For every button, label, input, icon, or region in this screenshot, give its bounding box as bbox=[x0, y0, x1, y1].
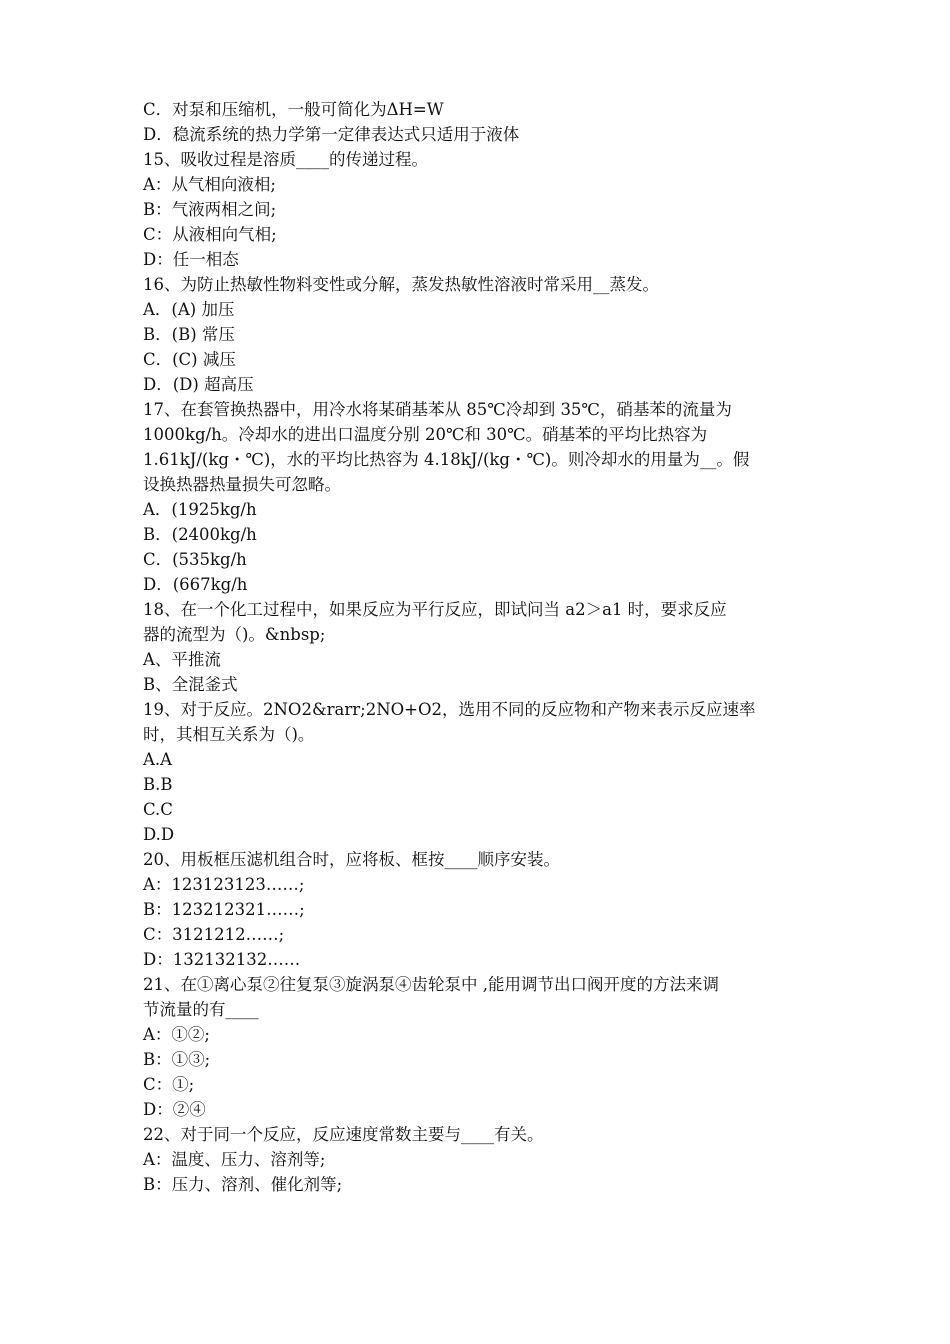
q16-option-c: C．(C) 减压 bbox=[143, 350, 236, 369]
q17-option-a: A．(1925kg/h bbox=[143, 500, 257, 519]
q18-option-b: B、全混釜式 bbox=[143, 675, 238, 694]
q22-option-b: B：压力、溶剂、催化剂等; bbox=[143, 1175, 343, 1194]
q21-option-c: C：①; bbox=[143, 1075, 195, 1094]
q17-option-c: C．(535kg/h bbox=[143, 550, 247, 569]
question-21-line-1: 21、在①离心泵②往复泵③旋涡泵④齿轮泵中 ,能用调节出口阀开度的方法来调 bbox=[143, 975, 719, 994]
document-body bbox=[143, 97, 813, 1197]
question-20: 20、用板框压滤机组合时，应将板、框按____顺序安装。 bbox=[143, 850, 560, 869]
q21-option-d: D：②④ bbox=[143, 1100, 206, 1119]
q15-option-d: D：任一相态 bbox=[143, 250, 239, 269]
q21-option-b: B：①③; bbox=[143, 1050, 211, 1069]
question-19-line-1: 19、对于反应。2NO2&rarr;2NO+O2，选用不同的反应物和产物来表示反应速率 bbox=[143, 700, 756, 719]
question-17-line-1: 17、在套管换热器中，用冷水将某硝基苯从 85℃冷却到 35℃，硝基苯的流量为 bbox=[143, 400, 732, 419]
q19-option-b: B.B bbox=[143, 775, 173, 794]
question-17-line-4: 设换热器热量损失可忽略。 bbox=[143, 475, 341, 494]
q18-option-a: A、平推流 bbox=[143, 650, 221, 669]
q15-option-a: A：从气相向液相; bbox=[143, 175, 276, 194]
q16-option-d: D．(D) 超高压 bbox=[143, 375, 254, 394]
q16-option-b: B．(B) 常压 bbox=[143, 325, 235, 344]
question-17-line-2: 1000kg/h。冷却水的进出口温度分别 20℃和 30℃。硝基苯的平均比热容为 bbox=[143, 425, 708, 444]
q22-option-a: A：温度、压力、溶剂等; bbox=[143, 1150, 326, 1169]
q19-option-d: D.D bbox=[143, 825, 175, 844]
q20-option-d: D：132132132…… bbox=[143, 950, 301, 969]
question-22: 22、对于同一个反应，反应速度常数主要与____有关。 bbox=[143, 1125, 544, 1144]
q20-option-b: B：123212321……; bbox=[143, 900, 305, 919]
q19-option-c: C.C bbox=[143, 800, 173, 819]
option-c-line: C．对泵和压缩机，一般可简化为ΔH=W bbox=[143, 100, 444, 119]
q17-option-b: B．(2400kg/h bbox=[143, 525, 257, 544]
q21-option-a: A：①②; bbox=[143, 1025, 210, 1044]
question-18-line-1: 18、在一个化工过程中，如果反应为平行反应，即试问当 a2＞a1 时，要求反应 bbox=[143, 600, 727, 619]
question-15: 15、吸收过程是溶质____的传递过程。 bbox=[143, 150, 428, 169]
q17-option-d: D．(667kg/h bbox=[143, 575, 248, 594]
q19-option-a: A.A bbox=[143, 750, 173, 769]
q15-option-c: C：从液相向气相; bbox=[143, 225, 277, 244]
question-19-line-2: 时，其相互关系为（)。 bbox=[143, 725, 315, 744]
question-16: 16、为防止热敏性物料变性或分解，蒸发热敏性溶液时常采用__蒸发。 bbox=[143, 275, 659, 294]
question-21-line-2: 节流量的有____ bbox=[143, 1000, 259, 1019]
option-d-line: D．稳流系统的热力学第一定律表达式只适用于液体 bbox=[143, 125, 520, 144]
question-17-line-3: 1.61kJ/(kg・℃)，水的平均比热容为 4.18kJ/(kg・℃)。则冷却水的用量为__。假 bbox=[143, 450, 750, 469]
q20-option-a: A：123123123……; bbox=[143, 875, 305, 894]
question-18-line-2: 器的流型为（)。&nbsp; bbox=[143, 625, 326, 644]
q15-option-b: B：气液两相之间; bbox=[143, 200, 277, 219]
q20-option-c: C：3121212……; bbox=[143, 925, 285, 944]
q16-option-a: A．(A) 加压 bbox=[143, 300, 235, 319]
